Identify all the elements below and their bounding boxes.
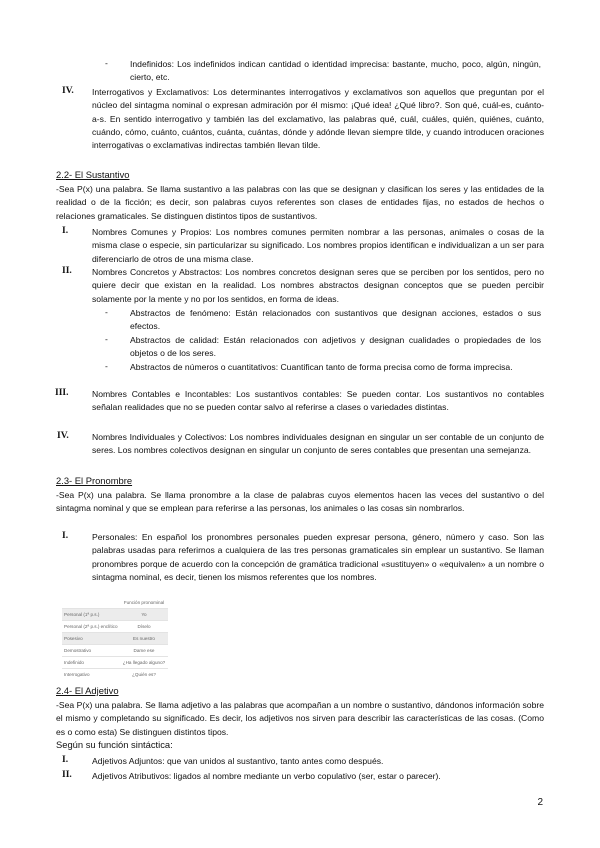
- list-item-text: Nombres Concretos y Abstractos: Los nombres concretos designan seres que se perciben por los sentidos, pero no quiere decir que existan en la realidad. Los nombres abstractos designan conceptos que se pueden percibir solamente por la mente y no por los sentidos, en forma de ideas.: [92, 267, 544, 304]
- table-cell: Yo: [120, 609, 168, 621]
- table-cell: Personal (2ª p.s.) enclítico: [62, 621, 120, 633]
- pronoun-function-table: [62, 597, 168, 680]
- list-item-text: Abstractos de números o cuantitativos: Cuantifican tanto de forma precisa como de forma imprecisa.: [130, 362, 513, 372]
- roman-numeral: IV.: [57, 431, 69, 441]
- list-item: [105, 58, 541, 85]
- list-item-text: Personales: En español los pronombres personales pueden expresar persona, género, número y caso. Son las palabras usadas para referirnos a cualquiera de las tres personas gramaticales sin emplear un sustantivo. Se llaman pronombres porque de acuerdo con la concepción de gramática tradicional «sustituyen» o «equivalen» a un nombre o sintagma nominal, es decir, tienen los mismos referentes que los nombres.: [92, 532, 544, 582]
- table-row: [62, 633, 168, 645]
- table-cell: Indefinido: [62, 657, 120, 669]
- list-item: [105, 361, 541, 374]
- table-cell: ¿Quién es?: [120, 669, 168, 681]
- section-intro: -Sea P(x) una palabra. Se llama adjetivo a las palabras que acompañan a un nombre o sustantivo, dándonos información sobre el mismo y completando su significado. Es decir, los adjetivos nos sirven para describir las características de las cosas. (Como es o como esta) Se distinguen distintos tipos.: [56, 700, 544, 737]
- list-item-text: Nombres Contables e Incontables: Los sustantivos contables: Se pueden contar. Los sustantivos no contables señalan realidades que no se pueden contar salvo al referirse a clases o variedades distintas.: [92, 389, 544, 413]
- list-item-text: Adjetivos Adjuntos: que van unidos al sustantivo, tanto antes como después.: [92, 756, 384, 766]
- bullet-dash: -: [105, 334, 108, 344]
- table-row: [62, 645, 168, 657]
- bullet-dash: -: [105, 361, 108, 371]
- table-row: [62, 621, 168, 633]
- roman-numeral: I.: [62, 755, 69, 765]
- list-item: [62, 226, 544, 266]
- list-item-text: Interrogativos y Exclamativos: Los determinantes interrogativos y exclamativos son aquellos que preguntan por el núcleo del sintagma nominal o expresan admiración por él mismo: ¡Qué idea! ¿Qué libro?. Son qué, cuál-es, cuánto-a-s. En sentido interrogativo y también las del exclamativo, las palabras qué, cuál, cuáles, quién, quiénes, cuánto, cuándo, cómo, cuánto, cuántos, cuánta, cuántas, dónde y adónde llevan siempre tilde, y cuando introducen oraciones interrogativas o exclamativas indirectas también llevan tilde.: [92, 87, 544, 151]
- list-item-text: Adjetivos Atributivos: ligados al nombre mediante un verbo copulativo (ser, estar o parecer).: [92, 771, 441, 781]
- list-item: [62, 266, 544, 306]
- section-title-sustantivo: 2.2- El Sustantivo: [56, 169, 130, 180]
- roman-numeral: II.: [62, 266, 72, 276]
- table-cell: Es nuestro: [120, 633, 168, 645]
- table-cell: Demostrativo: [62, 645, 120, 657]
- roman-numeral: IV.: [62, 86, 74, 96]
- list-item: [57, 431, 544, 458]
- table-row: [62, 669, 168, 681]
- table-cell: Dame ese: [120, 645, 168, 657]
- table-row: [62, 609, 168, 621]
- roman-numeral: III.: [55, 388, 69, 398]
- roman-numeral: I.: [62, 226, 69, 236]
- list-item-text: Nombres Comunes y Propios: Los nombres comunes permiten nombrar a las personas, animales o cosas de la misma clase o especie, sin particularizar su significado. Los nombres propios identifican e individualizan a un ser para diferenciarlo de otros de una misma clase.: [92, 227, 544, 264]
- list-item-text: Nombres Individuales y Colectivos: Los nombres individuales designan en singular un ser contable de un conjunto de seres. Los nombres colectivos designan en singular un conjunto de seres contables que presentan una semejanza.: [92, 432, 544, 456]
- table-cell: Posesivo: [62, 633, 120, 645]
- list-item-text: Abstractos de fenómeno: Están relacionados con sustantivos que designan acciones, estados o sus efectos.: [130, 308, 541, 332]
- list-item: [62, 755, 544, 768]
- section-title-pronombre: 2.3- El Pronombre: [56, 475, 133, 486]
- section-title-adjetivo: 2.4- El Adjetivo: [56, 685, 119, 696]
- table-row: [62, 597, 168, 609]
- list-item: [62, 531, 544, 584]
- table-cell: ¿Ha llegado alguno?: [120, 657, 168, 669]
- roman-numeral: II.: [62, 770, 72, 780]
- list-item-text: Abstractos de calidad: Están relacionados con adjetivos y designan cualidades o propiedades de los objetos o de los seres.: [130, 335, 541, 359]
- bullet-dash: -: [105, 58, 108, 68]
- section-intro: -Sea P(x) una palabra. Se llama pronombre a la clase de palabras cuyos elementos hacen las veces del sustantivo o del sintagma nominal y que se emplean para referirse a las personas, los animales o las cosas sin nombrarlos.: [56, 490, 544, 514]
- table-row: [62, 657, 168, 669]
- section-intro: -Sea P(x) una palabra. Se llama sustantivo a las palabras con las que se designan y clasifican los seres y las entidades de la realidad o de la ficción; es decir, son palabras cuyos referentes son clases de entidades fijas, no estados de hechos o relaciones gramaticales. Se distinguen distintos tipos de sustantivos.: [56, 184, 544, 221]
- list-item: [105, 334, 541, 361]
- table-cell: Interrogativo: [62, 669, 120, 681]
- roman-numeral: I.: [62, 531, 69, 541]
- list-item: [105, 307, 541, 334]
- table-cell: Díselo: [120, 621, 168, 633]
- table-cell: Personal (1ª p.s.): [62, 609, 120, 621]
- list-item: [55, 388, 544, 415]
- page-number: 2: [537, 797, 543, 808]
- table-cell: [62, 597, 120, 609]
- bullet-dash: -: [105, 307, 108, 317]
- list-item-text: Indefinidos: Los indefinidos indican cantidad o identidad imprecisa: bastante, mucho, poco, algún, ningún, cierto, etc.: [130, 59, 541, 83]
- table-cell: Función pronominal: [120, 597, 168, 609]
- list-item: [62, 770, 544, 783]
- section-subtitle: Según su función sintáctica:: [56, 739, 173, 750]
- list-item: [62, 86, 544, 152]
